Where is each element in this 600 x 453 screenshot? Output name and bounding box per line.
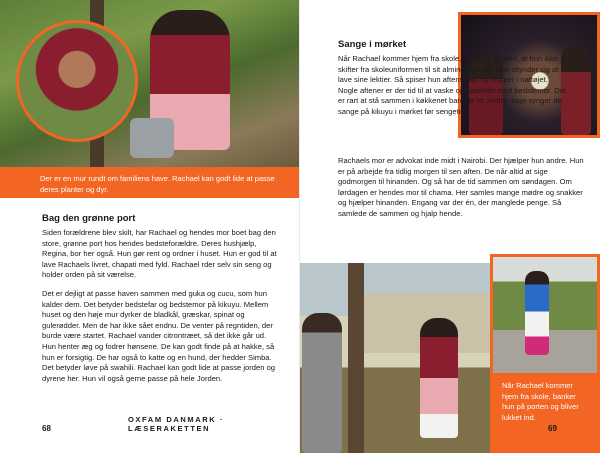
watering-can <box>130 118 174 158</box>
yard-photo <box>300 263 490 453</box>
woman-figure <box>302 313 342 453</box>
paragraph: Siden forældrene blev skilt, har Rachael og hendes mor boet bag den store, grønne port hos hendes bedsteforældre. Deres hushjælp, Regina, bor her også. Hun gør rent og ordner i huset. Hun er god til at lave Rachaels livret, chapati med fyld. Rachael rder selv sin seng og holder orden på sit værelse. <box>42 228 277 280</box>
section-title: Bag den grønne port <box>42 213 136 224</box>
right-page <box>300 0 600 453</box>
right-text-block <box>338 39 566 118</box>
gate-photo <box>490 254 600 382</box>
page-number: 68 <box>42 424 51 433</box>
section-title: Sange i mørket <box>338 39 407 50</box>
footer-text: OXFAM DANMARK · LÆSERAKETTEN <box>128 415 225 433</box>
page-number: 69 <box>548 424 557 433</box>
left-text-block <box>42 213 282 384</box>
paragraph: Når Rachael kommer hjem fra skole, er det til så sent, at hun ikke skifter fra skoleuniformen til sit almindelige tøj. Hun skynder sig at lave sine lektier. Så spiser hun aftensmad og hopper i nattøjet. Nogle aftener er der tid til at vaske op sammen med bedstemor. Det er rart at stå sammen i køkkenet bare de to. Andre dage synger de sange på kikuyu i mørket før sengetid. <box>338 54 566 116</box>
garden-photo <box>0 0 300 167</box>
girl-figure <box>420 318 458 438</box>
photo-caption: Der er en mur rundt om familiens have. Rachael kan godt lide at passe deres planter og dyr. <box>0 167 300 198</box>
girl-figure <box>525 271 549 355</box>
body-text <box>42 228 282 384</box>
paragraph: Rachaels mor er advokat inde midt i Nairobi. Der hjælper hun andre. Hun er på arbejde fra tidlig morgen til sen aften. De når altid at sige godmorgen til hinanden. Og så har de tid sammen om søndagen. Om lørdagen er hendes mor til chama. Her samles mange mødre og snakker og hjælper hinanden. Engang var der én, der manglede penge. Så samlede de sammen og hjalp hende. <box>338 156 584 218</box>
wooden-pole <box>348 263 364 453</box>
paragraph: Det er dejligt at passe haven sammen med guka og cucu, som hun kalder dem. Det betyder bedstefar og bedstemor på kikuyu. Mellem huset og den høje mur dyrker de bladkål, græskar, spinat og gulerødder. Men de har ikke sået endnu. De venter på regntiden, der burde være startet. Rachael vander citrontræet, så det ikke går ud. Hun henter æg og fodrer hønsene. De kan godt finde på at hakke, så hun er forsigtig. De har også to katte og en hund, der hedder Simba. Det betyder løve på swahili. Rachael kan godt lide at passe jorden og dyrene her. Hun vil også gerne passe på hele Jorden. <box>42 288 276 383</box>
photo-caption: Når Rachael kommer hjem fra skole, banker hun på porten og bliver lukket ind. <box>490 373 600 453</box>
circle-inset-photo <box>16 20 138 142</box>
